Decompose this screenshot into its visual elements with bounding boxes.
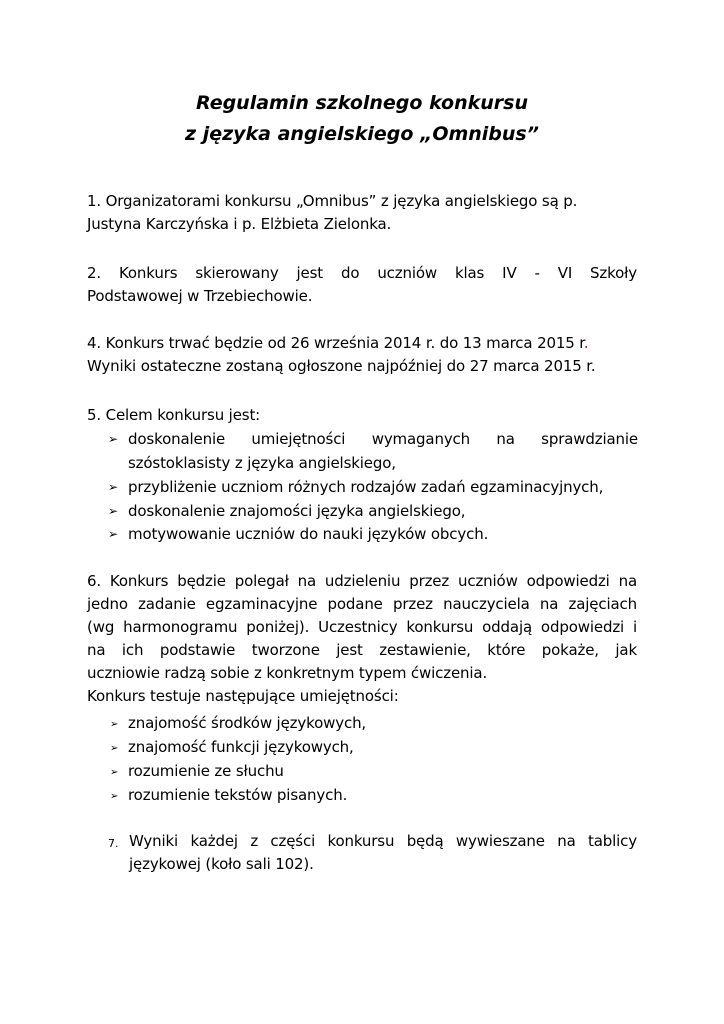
section-6-line-6: Konkurs testuje następujące umiejętności: bbox=[87, 687, 399, 705]
section-4-dates: 4. Konkurs trwać będzie od 26 września 2014 r. do 13 marca 2015 r bbox=[87, 334, 584, 352]
goal-item-3-text: doskonalenie znajomości języka angielskiego, bbox=[128, 502, 466, 520]
section-5-heading bbox=[87, 404, 637, 427]
arrow-bullet-icon: ➢ bbox=[110, 743, 119, 754]
skill-item-1-text: znajomość środków językowych, bbox=[128, 714, 367, 732]
title-line-2: z języka angielskiego „Omnibus” bbox=[185, 123, 539, 145]
section-1 bbox=[87, 190, 637, 236]
section-7-line-1: Wyniki każdej z części konkursu będą wywieszane na tablicy bbox=[129, 832, 637, 850]
arrow-bullet-icon: ➢ bbox=[108, 480, 118, 494]
section-1-line-1: 1. Organizatorami konkursu „Omnibus” z języka angielskiego są p. bbox=[87, 192, 578, 210]
goal-item-1-continued bbox=[108, 452, 638, 475]
arrow-bullet-icon: ➢ bbox=[110, 767, 119, 778]
section-2 bbox=[87, 262, 637, 308]
arrow-bullet-icon: ➢ bbox=[110, 719, 119, 730]
skill-item-2-text: znajomość funkcji językowych, bbox=[128, 738, 354, 756]
arrow-bullet-icon: ➢ bbox=[110, 791, 119, 802]
goal-item-1 bbox=[108, 428, 638, 451]
skill-item-4 bbox=[108, 784, 638, 807]
goal-item-4 bbox=[108, 523, 638, 546]
section-1-line-2: Justyna Karczyńska i p. Elżbieta Zielonka. bbox=[87, 215, 392, 233]
section-2-line-1: 2. Konkurs skierowany jest do uczniów klas IV - VI Szkoły bbox=[87, 264, 637, 282]
goal-item-2 bbox=[108, 476, 638, 499]
skill-item-4-text: rozumienie tekstów pisanych. bbox=[128, 786, 348, 804]
section-6-line-2: jedno zadanie egzaminacyjne podane przez nauczyciela na zajęciach bbox=[87, 595, 637, 613]
section-6-line-4: na ich podstawie tworzone jest zestawienie, które pokaże, jak bbox=[87, 641, 637, 659]
goal-item-4-text: motywowanie uczniów do nauki języków obcych. bbox=[128, 525, 489, 543]
arrow-bullet-icon: ➢ bbox=[108, 504, 118, 518]
section-7-number: 7. bbox=[108, 837, 119, 850]
skill-item-3-text: rozumienie ze słuchu bbox=[128, 762, 284, 780]
section-2-line-2: Podstawowej w Trzebiechowie. bbox=[87, 287, 313, 305]
goal-item-1-text-cont: szóstoklasisty z języka angielskiego, bbox=[128, 454, 396, 472]
arrow-bullet-icon: ➢ bbox=[108, 527, 118, 541]
section-4-red-dot: . bbox=[583, 334, 589, 352]
section-6-line-1: 6. Konkurs będzie polegał na udzieleniu przez uczniów odpowiedzi na bbox=[87, 572, 637, 590]
section-4-line-2: Wyniki ostateczne zostaną ogłoszone najpóźniej do 27 marca 2015 r. bbox=[87, 357, 596, 375]
section-6-line-5: uczniowie radzą sobie z konkretnym typem ćwiczenia. bbox=[87, 664, 488, 682]
section-4-line-1 bbox=[87, 332, 637, 355]
goal-item-2-text: przybliżenie uczniom różnych rodzajów zadań egzaminacyjnych, bbox=[128, 478, 604, 496]
skill-item-2 bbox=[108, 736, 638, 759]
section-7-line-2: językowej (koło sali 102). bbox=[129, 855, 314, 873]
section-6 bbox=[87, 570, 637, 708]
skill-item-1 bbox=[108, 712, 638, 735]
title-line-1: Regulamin szkolnego konkursu bbox=[196, 92, 528, 114]
skill-item-3 bbox=[108, 760, 638, 783]
section-4 bbox=[87, 332, 637, 378]
arrow-bullet-icon: ➢ bbox=[108, 432, 118, 446]
section-5-heading-text: 5. Celem konkursu jest: bbox=[87, 406, 261, 424]
section-7 bbox=[129, 830, 637, 876]
goal-item-1-text: doskonalenie umiejętności wymaganych na sprawdzianie bbox=[128, 430, 638, 448]
section-6-line-3: (wg harmonogramu poniżej). Uczestnicy konkursu oddają odpowiedzi i bbox=[87, 618, 637, 636]
goal-item-3 bbox=[108, 500, 638, 523]
